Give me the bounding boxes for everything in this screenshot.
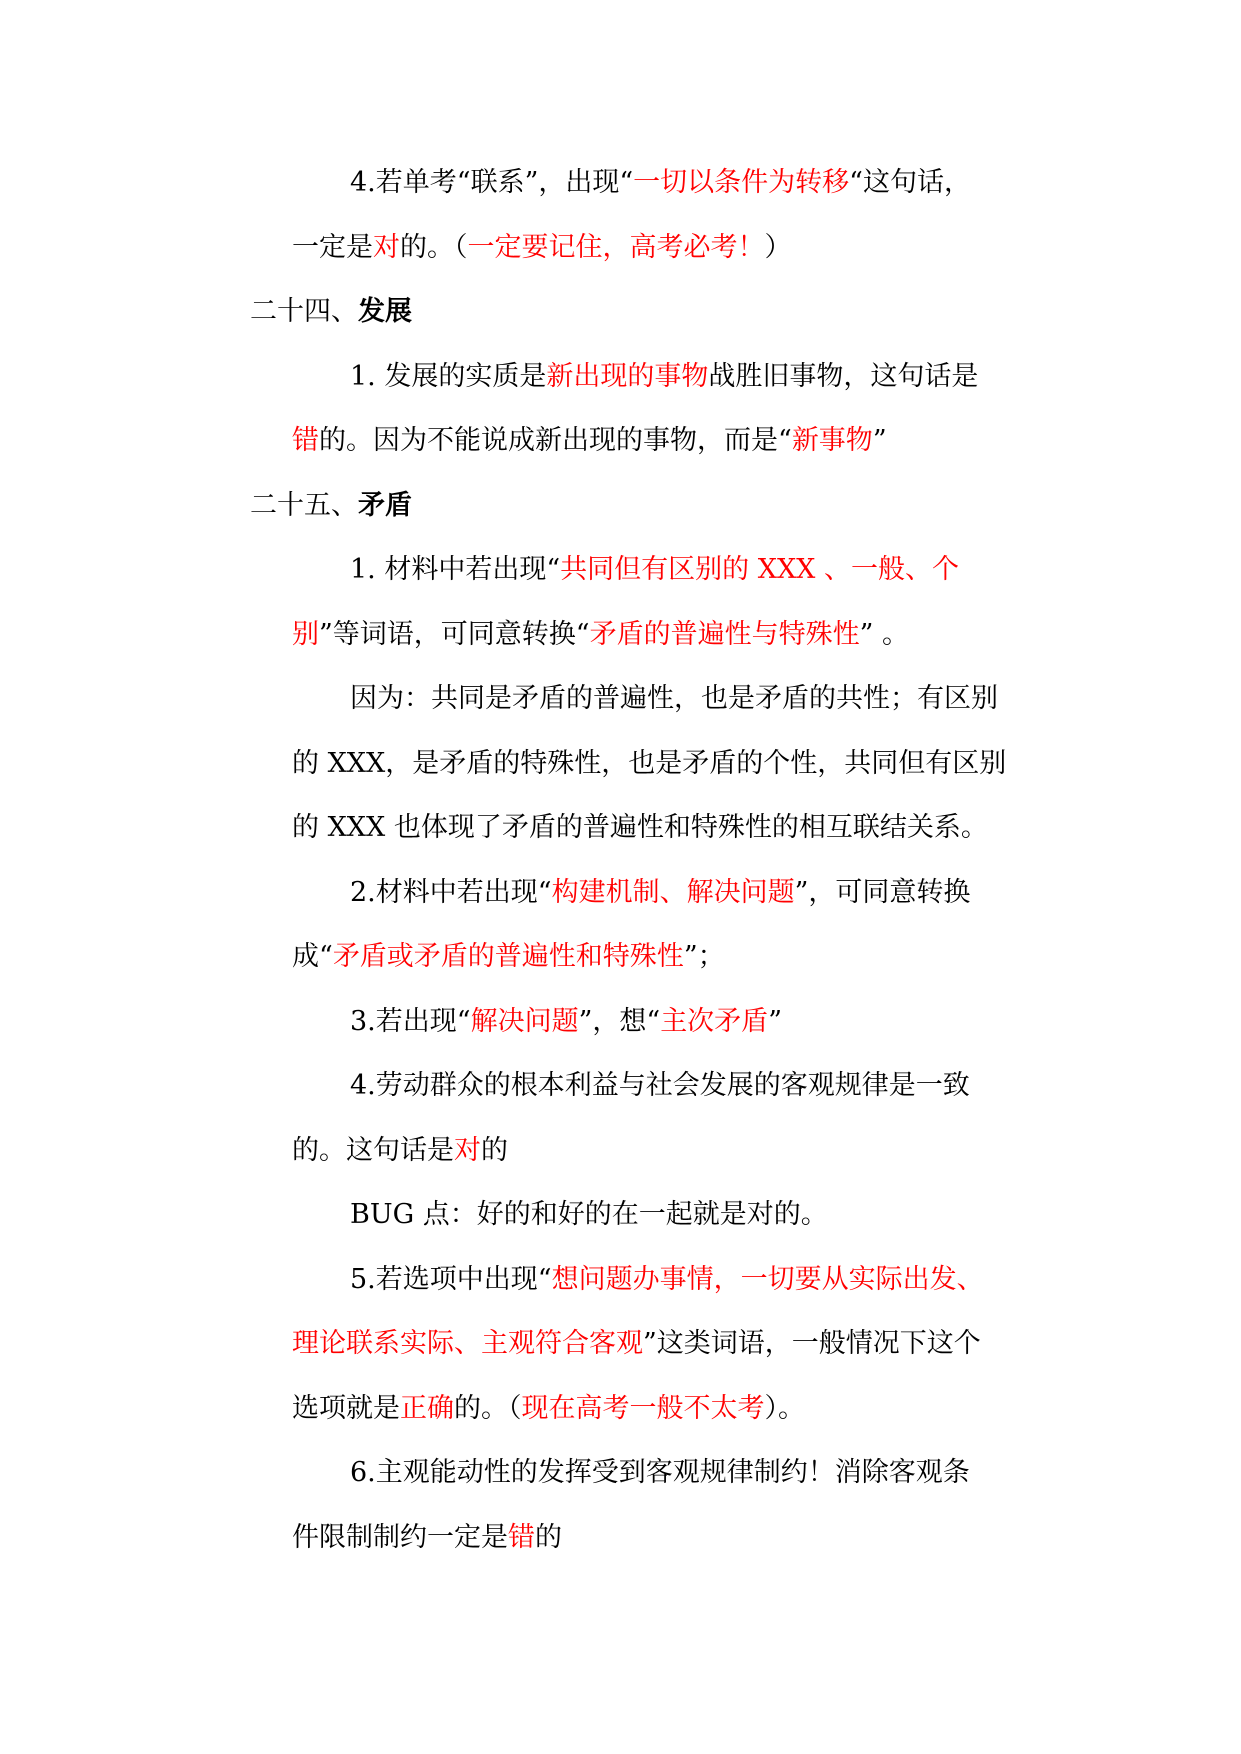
highlighted-text: 对 <box>454 1135 481 1166</box>
body-text: 1. 发展的实质是 <box>350 361 547 392</box>
body-text: 2.材料中若出现“ <box>350 877 552 908</box>
body-text: 的 XXX，是矛盾的特殊性，也是矛盾的个性，共同但有区别 <box>292 748 1007 779</box>
line-10 <box>292 744 1006 784</box>
line-8 <box>292 615 909 655</box>
line-20 <box>292 1389 805 1429</box>
body-text: 的 XXX 也体现了矛盾的普遍性和特殊性的相互联结关系。 <box>292 812 988 843</box>
body-text: 的。因为不能说成新出现的事物，而是“ <box>319 425 792 456</box>
body-text: ”这类词语，一般情况下这个 <box>643 1328 981 1359</box>
highlighted-text: 矛盾或矛盾的普遍性和特殊性 <box>332 941 684 972</box>
body-text: 的。（ <box>454 1393 522 1424</box>
body-text: 二十五、 <box>250 490 358 521</box>
line-1 <box>350 163 971 203</box>
body-text: ” 。 <box>859 619 909 650</box>
line-2 <box>292 228 792 268</box>
line-9 <box>350 679 998 719</box>
body-text: ” <box>768 1006 782 1037</box>
line-15 <box>350 1066 970 1106</box>
section-heading-development <box>250 292 412 332</box>
highlighted-text: 矛盾的普遍性与特殊性 <box>589 619 860 650</box>
body-text: 战胜旧事物，这句话是 <box>708 361 979 392</box>
heading-text: 发展 <box>358 296 412 327</box>
body-text: 因为：共同是矛盾的普遍性，也是矛盾的共性；有区别 <box>350 683 998 714</box>
highlighted-text: 构建机制、解决问题 <box>551 877 795 908</box>
highlighted-text: 理论联系实际、主观符合客观 <box>292 1328 643 1359</box>
body-text: ” <box>872 425 887 456</box>
body-text: ） <box>764 232 792 263</box>
highlighted-text: 解决问题 <box>470 1006 579 1037</box>
line-17 <box>350 1195 828 1235</box>
highlighted-text: 一切以条件为转移 <box>633 167 850 198</box>
body-text: ”等词语，可同意转换“ <box>319 619 590 650</box>
body-text: BUG 点：好的和好的在一起就是对的。 <box>350 1199 828 1230</box>
line-22 <box>292 1518 562 1558</box>
body-text: 6.主观能动性的发挥受到客观规律制约！消除客观条 <box>350 1457 970 1488</box>
line-19 <box>292 1324 981 1364</box>
body-text: 的。（ <box>400 232 468 263</box>
body-text: 4.若单考“联系”，出现“ <box>350 167 634 198</box>
highlighted-text: 共同但有区别的 XXX 、一般、个 <box>560 554 959 585</box>
body-text: 的 <box>481 1135 508 1166</box>
highlighted-text: 主次矛盾 <box>660 1006 769 1037</box>
line-14 <box>350 1002 782 1042</box>
body-text: ）。 <box>764 1393 805 1424</box>
heading-text: 矛盾 <box>358 490 412 521</box>
highlighted-text: 新出现的事物 <box>546 361 709 392</box>
highlighted-text: 现在高考一般不太考 <box>521 1393 765 1424</box>
highlighted-text: 错 <box>292 425 319 456</box>
body-text: 一定是 <box>292 232 373 263</box>
body-text: 5.若选项中出现“ <box>350 1264 552 1295</box>
line-18 <box>350 1260 984 1300</box>
body-text: “这句话， <box>849 167 971 198</box>
body-text: ”，可同意转换 <box>794 877 971 908</box>
body-text: 的。这句话是 <box>292 1135 454 1166</box>
body-text: 4.劳动群众的根本利益与社会发展的客观规律是一致 <box>350 1070 970 1101</box>
body-text: 3.若出现“ <box>350 1006 471 1037</box>
body-text: ”； <box>683 941 725 972</box>
line-11 <box>292 808 988 848</box>
line-5 <box>292 421 887 461</box>
line-16 <box>292 1131 508 1171</box>
line-12 <box>350 873 970 913</box>
line-21 <box>350 1453 970 1493</box>
body-text: 1. 材料中若出现“ <box>350 554 561 585</box>
highlighted-text: 想问题办事情，一切要从实际出发、 <box>551 1264 984 1295</box>
line-4 <box>350 357 978 397</box>
line-13 <box>292 937 725 977</box>
body-text: 件限制制约一定是 <box>292 1522 508 1553</box>
body-text: 二十四、 <box>250 296 358 327</box>
body-text: 选项就是 <box>292 1393 400 1424</box>
body-text: ”，想“ <box>578 1006 661 1037</box>
section-heading-contradiction <box>250 486 412 526</box>
highlighted-text: 新事物 <box>791 425 873 456</box>
highlighted-text: 正确 <box>400 1393 454 1424</box>
highlighted-text: 错 <box>508 1522 535 1553</box>
highlighted-text: 别 <box>292 619 319 650</box>
highlighted-text: 对 <box>373 232 400 263</box>
highlighted-text: 一定要记住，高考必考！ <box>467 232 765 263</box>
body-text: 的 <box>535 1522 562 1553</box>
body-text: 成“ <box>292 941 333 972</box>
line-7 <box>350 550 959 590</box>
